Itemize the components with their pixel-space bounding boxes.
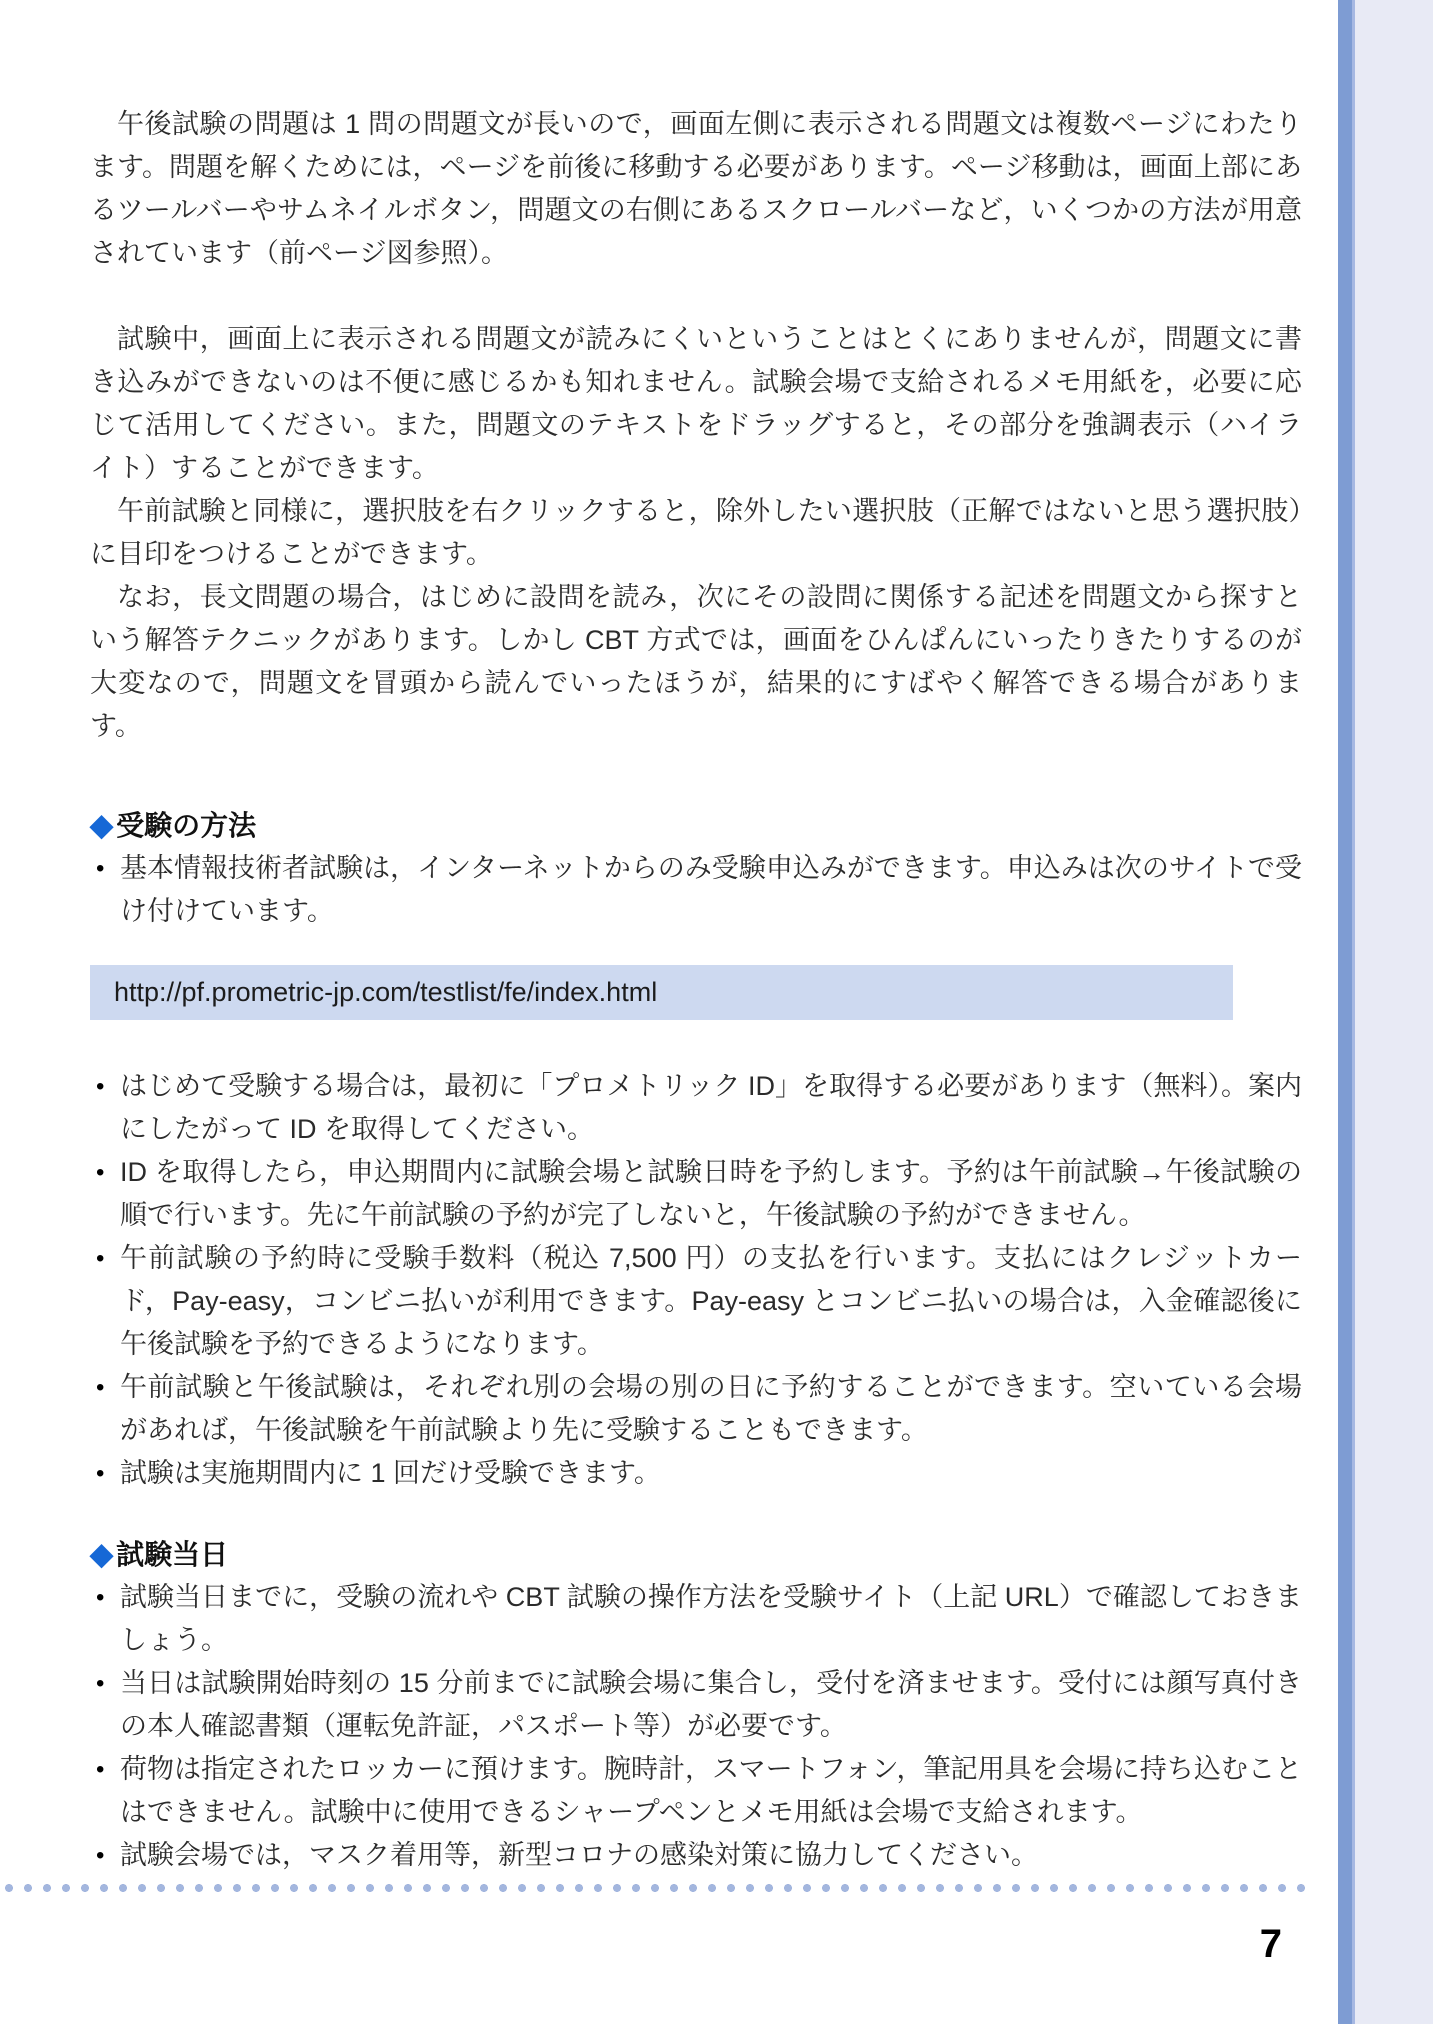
list-item-text: ID を取得したら，申込期間内に試験会場と試験日時を予約します。予約は午前試験→午後試験の順で行います。先に午前試験の予約が完了しないと，午後試験の予約ができません。 xyxy=(120,1157,1302,1230)
bullet-icon: • xyxy=(96,1245,105,1272)
list-item-text: 午前試験の予約時に受験手数料（税込 7,500 円）の支払を行います。支払にはクレジットカード，Pay-easy，コンビニ払いが利用できます。Pay-easy とコンビニ払いの場合は，入金確認後に午後試験を予約できるようになります。 xyxy=(120,1243,1302,1359)
bullet-icon: • xyxy=(96,1460,105,1487)
bullet-icon: • xyxy=(96,1159,105,1186)
list-item-text: 試験会場では，マスク着用等，新型コロナの感染対策に協力してください。 xyxy=(120,1840,1038,1870)
list-item-text: 試験は実施期間内に 1 回だけ受験できます。 xyxy=(120,1458,661,1488)
right-edge-panel xyxy=(1355,0,1433,2024)
bullet-icon: • xyxy=(96,1842,105,1869)
list-item xyxy=(90,1366,1302,1452)
list-item xyxy=(90,1151,1302,1237)
url-text: http://pf.prometric-jp.com/testlist/fe/index.html xyxy=(114,977,658,1007)
list-item xyxy=(90,1237,1302,1366)
diamond-icon: ◆ xyxy=(90,1538,114,1571)
section-heading-label: 受験の方法 xyxy=(116,810,257,841)
url-box xyxy=(90,965,1233,1020)
list-item-text: はじめて受験する場合は，最初に「プロメトリック ID」を取得する必要があります（無料）。案内にしたがって ID を取得してください。 xyxy=(120,1071,1302,1144)
list-item xyxy=(90,1834,1302,1877)
list-item-text: 試験当日までに，受験の流れや CBT 試験の操作方法を受験サイト（上記 URL）で確認しておきましょう。 xyxy=(120,1582,1302,1655)
list-item xyxy=(90,1576,1302,1662)
diamond-icon: ◆ xyxy=(90,809,114,842)
footer-dotted-divider xyxy=(4,1882,1316,1894)
right-edge-bar xyxy=(1338,0,1355,2024)
bullet-icon: • xyxy=(96,1584,105,1611)
bullet-icon: • xyxy=(96,855,105,882)
exam-day-list xyxy=(90,1576,1302,1877)
paragraph-long-question-technique: なお，長文問題の場合，はじめに設問を読み，次にその設問に関係する記述を問題文から探すという解答テクニックがあります。しかし CBT 方式では，画面をひんぱんにいったりきたりするのが大変なので，問題文を冒頭から読んでいったほうが，結果的にすばやく解答できる場合があります。 xyxy=(90,582,1302,741)
paragraph-right-click-choices: 午前試験と同様に，選択肢を右クリックすると，除外したい選択肢（正解ではないと思う選択肢）に目印をつけることができます。 xyxy=(90,496,1302,569)
bullet-icon: • xyxy=(96,1374,105,1401)
paragraph-memo-highlight: 試験中，画面上に表示される問題文が読みにくいということはとくにありませんが，問題文に書き込みができないのは不便に感じるかも知れません。試験会場で支給されるメモ用紙を，必要に応じて活用してください。また，問題文のテキストをドラッグすると，その部分を強調表示（ハイライト）することができます。 xyxy=(90,324,1302,483)
apply-intro-list xyxy=(90,847,1302,933)
list-item xyxy=(90,1452,1302,1495)
section-heading-label: 試験当日 xyxy=(116,1539,229,1570)
page-number: 7 xyxy=(1259,1922,1282,1966)
paragraph-afternoon-exam-pages: 午後試験の問題は 1 問の問題文が長いので，画面左側に表示される問題文は複数ページにわたります。問題を解くためには，ページを前後に移動する必要があります。ページ移動は，画面上部にあるツールバーやサムネイルボタン，問題文の右側にあるスクロールバーなど，いくつかの方法が用意されています（前ページ図参照）。 xyxy=(90,109,1302,268)
list-item xyxy=(90,847,1302,933)
list-item xyxy=(90,1065,1302,1151)
list-item-text: 午前試験と午後試験は，それぞれ別の会場の別の日に予約することができます。空いている会場があれば，午後試験を午前試験より先に受験することもできます。 xyxy=(120,1372,1302,1445)
page-content xyxy=(90,0,1302,1877)
list-item-text: 荷物は指定されたロッカーに預けます。腕時計，スマートフォン，筆記用具を会場に持ち込むことはできません。試験中に使用できるシャープペンとメモ用紙は会場で支給されます。 xyxy=(120,1754,1302,1827)
bullet-icon: • xyxy=(96,1073,105,1100)
section-heading-exam-day xyxy=(90,1533,1302,1576)
bullet-icon: • xyxy=(96,1756,105,1783)
apply-steps-list xyxy=(90,1065,1302,1495)
list-item-text: 当日は試験開始時刻の 15 分前までに試験会場に集合し，受付を済ませます。受付には顔写真付きの本人確認書類（運転免許証，パスポート等）が必要です。 xyxy=(120,1668,1302,1741)
list-item xyxy=(90,1748,1302,1834)
section-heading-how-to-apply xyxy=(90,804,1302,847)
list-item xyxy=(90,1662,1302,1748)
list-item-text: 基本情報技術者試験は，インターネットからのみ受験申込みができます。申込みは次のサイトで受け付けています。 xyxy=(120,853,1302,926)
bullet-icon: • xyxy=(96,1670,105,1697)
